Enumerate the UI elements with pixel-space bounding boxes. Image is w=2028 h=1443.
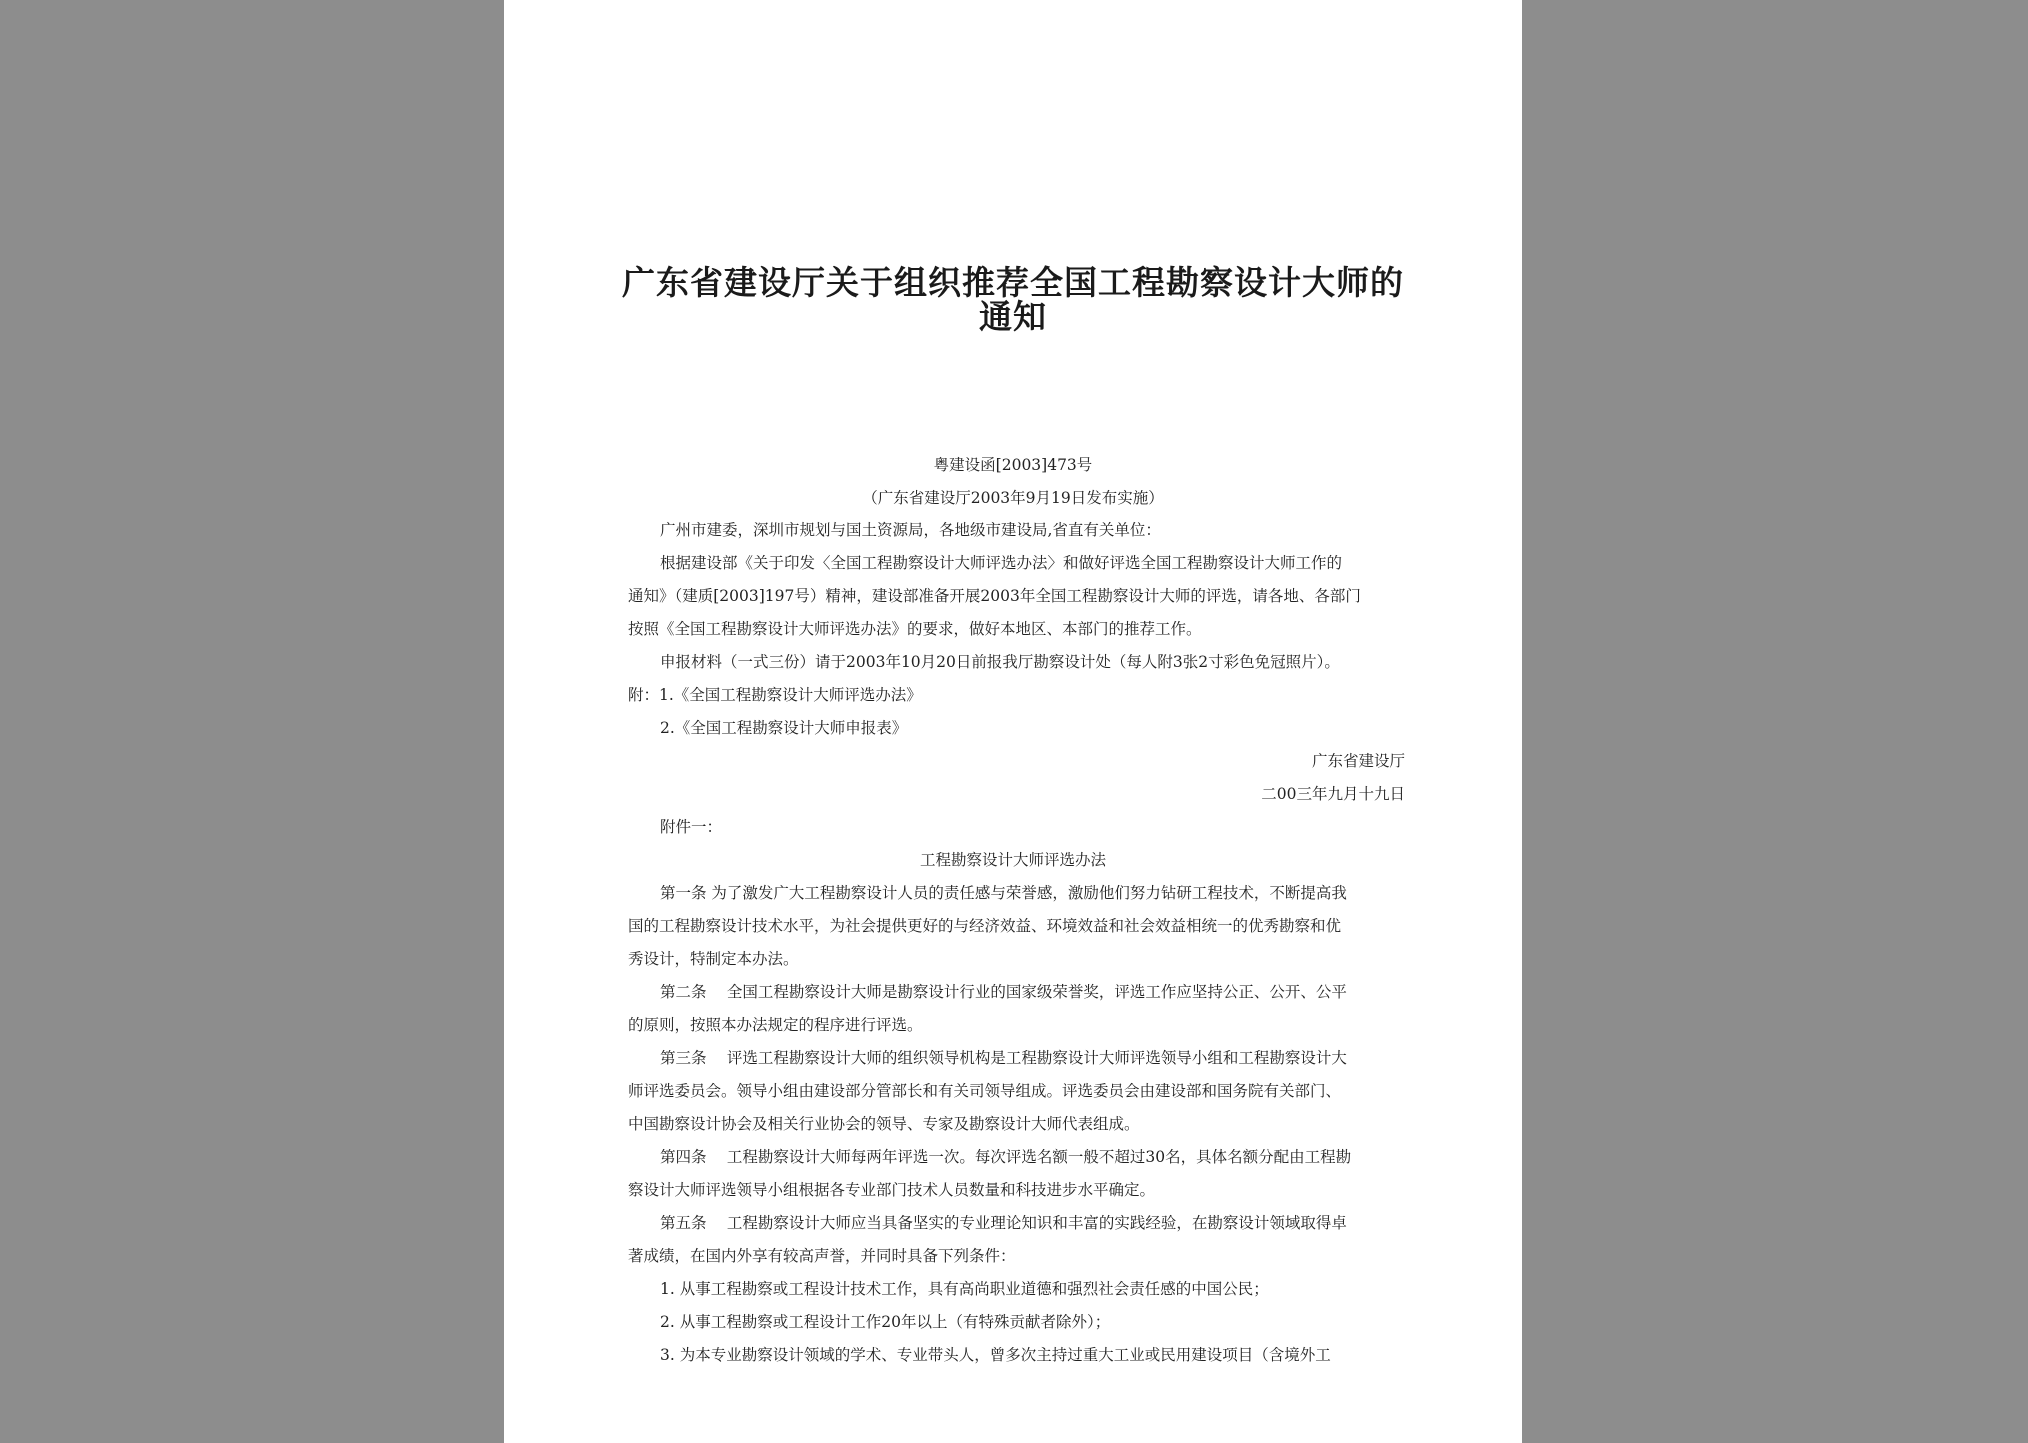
paragraph-1-line-3: 按照《全国工程勘察设计大师评选办法》的要求，做好本地区、本部门的推荐工作。 [628, 620, 1202, 638]
article-5-line-2: 著成绩，在国内外享有较高声誉，并同时具备下列条件： [628, 1247, 1016, 1265]
article-3-line-2: 师评选委员会。领导小组由建设部分管部长和有关司领导组成。评选委员会由建设部和国务院有关部门、 [628, 1082, 1342, 1100]
condition-2: 2. 从事工程勘察或工程设计工作20年以上（有特殊贡献者除外）； [660, 1313, 1111, 1331]
article-2-line-1: 第二条 全国工程勘察设计大师是勘察设计行业的国家级荣誉奖，评选工作应坚持公正、公开、公平 [660, 983, 1347, 1001]
paragraph-1-line-1: 根据建设部《关于印发〈全国工程勘察设计大师评选办法〉和做好评选全国工程勘察设计大师工作的 [660, 554, 1343, 572]
article-1-line-3: 秀设计，特制定本办法。 [628, 950, 799, 968]
annex-title: 工程勘察设计大师评选办法 [919, 851, 1106, 869]
document-title-line-1: 广东省建设厅关于组织推荐全国工程勘察设计大师的 [622, 263, 1404, 302]
article-4-line-1: 第四条 工程勘察设计大师每两年评选一次。每次评选名额一般不超过30名，具体名额分配由工程勘 [660, 1148, 1352, 1166]
attachment-1: 附：1.《全国工程勘察设计大师评选办法》 [628, 686, 922, 704]
document-page [504, 0, 1522, 1443]
article-3-line-3: 中国勘察设计协会及相关行业协会的领导、专家及勘察设计大师代表组成。 [628, 1115, 1140, 1133]
condition-1: 1. 从事工程勘察或工程设计技术工作，具有高尚职业道德和强烈社会责任感的中国公民； [660, 1280, 1269, 1298]
attachment-2: 2.《全国工程勘察设计大师申报表》 [660, 719, 908, 737]
article-2-line-2: 的原则，按照本办法规定的程序进行评选。 [628, 1016, 923, 1034]
paragraph-2: 申报材料（一式三份）请于2003年10月20日前报我厅勘察设计处（每人附3张2寸彩色免冠照片）。 [660, 653, 1340, 671]
recipients-line: 广州市建委，深圳市规划与国土资源局，各地级市建设局,省直有关单位： [660, 521, 1161, 539]
paragraph-1-line-2: 通知》（建质[2003]197号）精神，建设部准备开展2003年全国工程勘察设计大师的评选，请各地、各部门 [628, 587, 1361, 605]
issue-note: （广东省建设厅2003年9月19日发布实施） [862, 489, 1164, 507]
condition-3: 3. 为本专业勘察设计领域的学术、专业带头人，曾多次主持过重大工业或民用建设项目（含境外工 [660, 1346, 1331, 1364]
article-1-line-1: 第一条 为了激发广大工程勘察设计人员的责任感与荣誉感，激励他们努力钻研工程技术，不断提高我 [660, 884, 1347, 902]
article-1-line-2: 国的工程勘察设计技术水平，为社会提供更好的与经济效益、环境效益和社会效益相统一的优秀勘察和优 [628, 917, 1342, 935]
article-4-line-2: 察设计大师评选领导小组根据各专业部门技术人员数量和科技进步水平确定。 [628, 1181, 1156, 1199]
article-5-line-1: 第五条 工程勘察设计大师应当具备坚实的专业理论知识和丰富的实践经验，在勘察设计领域取得卓 [660, 1214, 1347, 1232]
document-title-line-2: 通知 [979, 297, 1047, 336]
article-3-line-1: 第三条 评选工程勘察设计大师的组织领导机构是工程勘察设计大师评选领导小组和工程勘察设计大 [660, 1049, 1347, 1067]
document-number: 粤建设函[2003]473号 [933, 456, 1093, 474]
signature: 广东省建设厅 [1311, 752, 1405, 770]
signature-date: 二00三年九月十九日 [1261, 785, 1405, 803]
annex-label: 附件一： [660, 818, 723, 836]
